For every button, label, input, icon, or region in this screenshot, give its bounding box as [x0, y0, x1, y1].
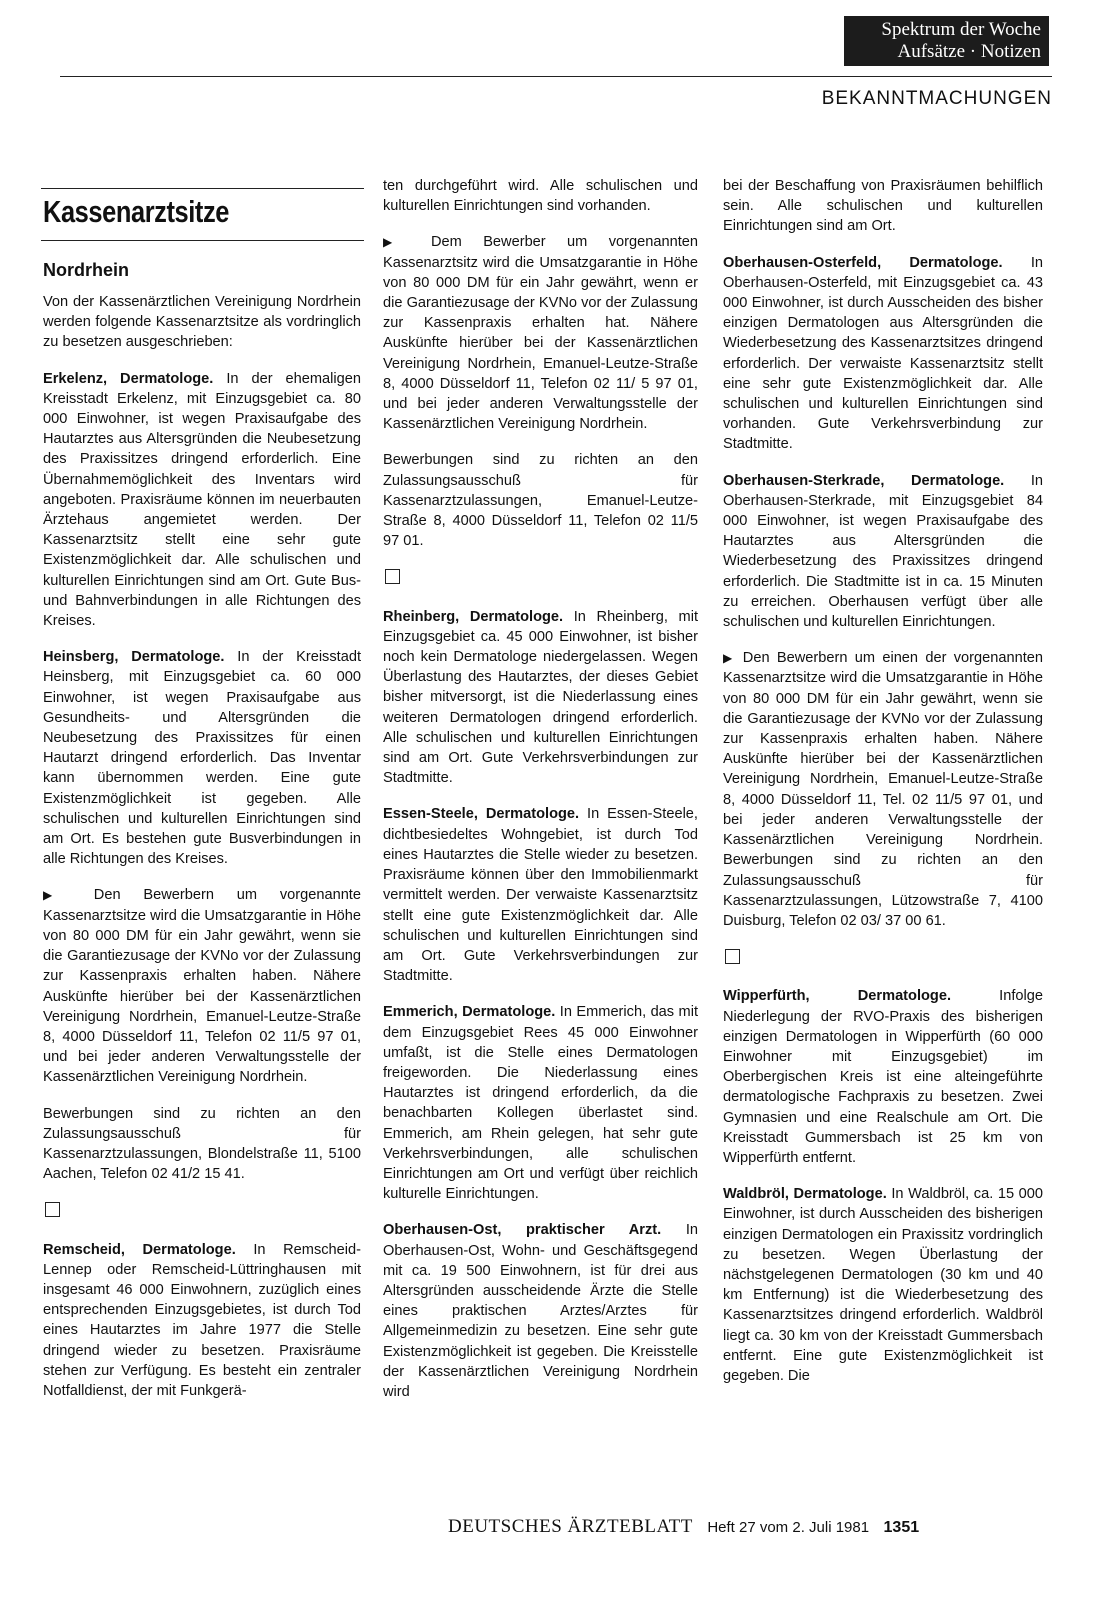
section-end-box-icon — [725, 949, 740, 964]
title-rule-top — [41, 188, 364, 189]
section-end-box-icon — [385, 569, 400, 584]
journal-name: DEUTSCHES ÄRZTEBLATT — [448, 1516, 693, 1537]
column-3 — [723, 176, 1043, 1402]
listing-heading: Essen-Steele, Dermatologe. — [383, 806, 580, 823]
listing-text: In Essen-Steele, dichtbesiedeltes Wohngebiet, ist durch Tod eines Hautarztes die Stelle wieder zu besetzen. Praxisräume können über den Immobilienmarkt vermittelt werden. Der verwaiste Kassenarztsitz stellt eine gute Existenzmöglichkeit dar. Alle schulischen und kulturellen Einrichtungen sind am Ort. Gute Verkehrsverbindungen zur Stadtmitte. — [383, 806, 698, 985]
category-heading: BEKANNTMACHUNGEN — [821, 88, 1052, 109]
listing-heading: Erkelenz, Dermatologe. — [43, 370, 214, 387]
guarantee-notice — [43, 885, 361, 1087]
notice-text: Dem Bewerber um vorgenannten Kassenarztsitz wird die Umsatzgarantie in Höhe von 80 000 DM für ein Jahr gewährt, wenn er die Garantiezusage der KVNo vor der Zulassung zur Kassenpraxis erhalten hat. Nähere Auskünfte hierüber bei der Kassenärztlichen Vereinigung Nordrhein, Emanuel-Leutze-Straße 8, 4000 Düsseldorf 11, Telefon 02 11/ 5 97 01, und bei jeder anderen Verwaltungsstelle der Kassenärztlichen Vereinigung Nordrhein. — [383, 234, 698, 433]
listing-oberhausen-sterkrade — [723, 471, 1043, 633]
region-heading: Nordrhein — [43, 260, 130, 280]
page-footer — [448, 1516, 1052, 1538]
listing-oberhausen-ost — [383, 1220, 698, 1402]
issue-info: Heft 27 vom 2. Juli 1981 — [707, 1519, 870, 1536]
listing-heading: Oberhausen-Ost, praktischer Arzt. — [383, 1222, 662, 1239]
article-title: Kassenarztsitze — [43, 194, 230, 229]
listing-text: In Rheinberg, mit Einzugsgebiet ca. 45 000 Einwohner, ist bisher noch kein Dermatologe niedergelassen. Wegen Überlastung des Hautarztes, der dieses Gebiet bisher mitversorgt, ist die Niederlassung eines weiteren Dermatologen dringend erforderlich. Alle schulischen und kulturellen Einrichtungen sind am Ort. Gute Verkehrsverbindungen zur Stadtmitte. — [383, 608, 698, 787]
listing-heinsberg — [43, 647, 361, 869]
listing-text: In Oberhausen-Sterkrade, mit Einzugsgebiet 84 000 Einwohner, ist wegen Praxisaufgabe des Hautarztes aus Altersgründen die Wiederbesetzung des Praxissitzes dringend erforderlich. Die Stadtmitte ist in ca. 15 Minuten zu erreichen. Oberhausen verfügt über alle schulischen und kulturellen Einrichtungen. — [723, 472, 1043, 631]
listing-heading: Heinsberg, Dermatologe. — [43, 649, 225, 666]
listing-emmerich — [383, 1002, 698, 1204]
listing-rheinberg — [383, 607, 698, 789]
continued-text: ten durchgeführt wird. Alle schulischen und kulturellen Einrichtungen sind vorhanden. — [383, 178, 698, 215]
section-end-box-icon — [45, 1202, 60, 1217]
page-number: 1351 — [883, 1519, 920, 1536]
column-2 — [383, 176, 698, 1418]
continued-text: bei der Beschaffung von Praxisräumen behilflich sein. Alle schulischen und kulturellen Einrichtungen sind am Ort. — [723, 178, 1043, 235]
guarantee-notice — [723, 648, 1043, 931]
listing-heading: Rheinberg, Dermatologe. — [383, 608, 564, 625]
section-tag-line2: Aufsätze · Notizen — [897, 41, 1041, 62]
top-rule — [60, 76, 1052, 77]
arrow-icon: ▶ — [383, 235, 410, 250]
listing-text: In der Kreisstadt Heinsberg, mit Einzugsgebiet ca. 60 000 Einwohner, ist wegen Praxisaufgabe aus Gesundheits- und Altersgründen die Neubesetzung des Praxissitzes für einen Hautarzt dringend erforderlich. Das Inventar kann übernommen werden. Eine gute Existenzmöglichkeit ist gegeben. Alle schulischen und kulturellen Einrichtungen sind am Ort. Es bestehen gute Busverbindungen in alle Richtungen des Kreises. — [43, 649, 361, 868]
intro-paragraph: Von der Kassenärztlichen Vereinigung Nordrhein werden folgende Kassenarztsitze als vordringlich zu besetzen ausgeschrieben: — [43, 294, 361, 351]
arrow-icon: ▶ — [723, 651, 736, 666]
listing-heading: Emmerich, Dermatologe. — [383, 1004, 556, 1021]
guarantee-notice — [383, 232, 698, 434]
listing-heading: Waldbröl, Dermatologe. — [723, 1186, 887, 1203]
listing-waldbroel — [723, 1184, 1043, 1386]
section-tag-line1: Spektrum der Woche — [881, 19, 1041, 40]
column-1 — [43, 258, 361, 1417]
application-info: Bewerbungen sind zu richten an den Zulassungsausschuß für Kassenarztzulassungen, Emanuel-Leutze-Straße 8, 4000 Düsseldorf 11, Telefon 02 11/5 97 01. — [383, 452, 698, 550]
title-rule-bottom — [41, 240, 364, 241]
listing-heading: Oberhausen-Sterkrade, Dermatologe. — [723, 472, 1005, 489]
listing-heading: Remscheid, Dermatologe. — [43, 1241, 236, 1258]
listing-heading: Wipperfürth, Dermatologe. — [723, 988, 952, 1005]
listing-text: In der ehemaligen Kreisstadt Erkelenz, mit Einzugsgebiet ca. 80 000 Einwohner, ist wegen Praxisaufgabe des Hautarztes aus Altersgründen die Neubesetzung des Praxissitzes dringend erforderlich. Eine Übernahmemöglichkeit des Inventars wird angeboten. Praxisräume können im neuerbauten Ärztehaus angemietet werden. Der Kassenarztsitz stellt eine sehr gute Existenzmöglichkeit dar. Alle schulischen und kulturellen Einrichtungen sind am Ort. Gute Bus- und Bahnverbindungen in alle Richtungen des Kreises. — [43, 370, 361, 630]
listing-essen-steele — [383, 804, 698, 986]
listing-text: In Remscheid-Lennep oder Remscheid-Lüttringhausen mit insgesamt 46 000 Einwohnern, zuzüglich eines entsprechenden Einzugsgebietes, ist durch Tod eines Hautarztes im Jahre 1977 die Stelle dringend wieder zu besetzen. Praxisräume stehen zur Verfügung. Es besteht ein zentraler Notfalldienst, der mit Funkgerä- — [43, 1241, 361, 1399]
application-info: Bewerbungen sind zu richten an den Zulassungsausschuß für Kassenarztzulassungen, Blondelstraße 11, 5100 Aachen, Telefon 02 41/2 15 41. — [43, 1105, 361, 1183]
listing-text: Infolge Niederlegung der RVO-Praxis des bisherigen einzigen Dermatologen in Wipperfürth (60 000 Einwohner mit Einzugsgebiet) im Oberbergischen Kreis ist eine alteingeführte dermatologische Fachpraxis zu besetzen. Zwei Gymnasien und eine Realschule am Ort. Die Kreisstadt Gummersbach ist 25 km von Wipperfürth entfernt. — [723, 988, 1043, 1166]
section-tag — [844, 16, 1049, 66]
notice-text: Den Bewerbern um einen der vorgenannten Kassenarztsitze wird die Umsatzgarantie in Höhe von 80 000 DM für ein Jahr gewährt, wenn sie die Garantiezusage der KVNo vor der Zulassung zur Kassenpraxis erhalten haben. Nähere Auskünfte hierüber bei der Kassenärztlichen Vereinigung Nordrhein, Emanuel-Leutze-Straße 8, 4000 Düsseldorf 11, Tel. 02 11/5 97 01, und bei jeder anderen Verwaltungsstelle der Kassenärztlichen Vereinigung Nordrhein. Bewerbungen sind zu richten an den Zulassungsausschuß für Kassenarztzulassungen, Lützowstraße 7, 4100 Duisburg, Telefon 02 03/ 37 00 61. — [723, 650, 1043, 929]
notice-text: Den Bewerbern um vorgenannte Kassenarztsitze wird die Umsatzgarantie in Höhe von 80 000 DM für ein Jahr gewährt, wenn sie die Garantiezusage der KVNo vor der Zulassung zur Kassenpraxis erhalten haben. Nähere Auskünfte hierüber bei der Kassenärztlichen Vereinigung Nordrhein, Emanuel-Leutze-Straße 8, 4000 Düsseldorf 11, Telefon 02 11/5 97 01, und bei jeder anderen Verwaltungsstelle der Kassenärztlichen Vereinigung Nordrhein. — [43, 887, 361, 1086]
listing-text: In Oberhausen-Ost, Wohn- und Geschäftsgegend mit ca. 19 500 Einwohnern, ist für drei aus Altersgründen ausscheidende Ärzte die Stelle eines praktischen Arztes/Arztes für Allgemeinmedizin zu besetzen. Eine sehr gute Existenzmöglichkeit ist gegeben. Die Kreisstelle der Kassenärztlichen Vereinigung Nordrhein wird — [383, 1222, 698, 1400]
listing-text: In Oberhausen-Osterfeld, mit Einzugsgebiet ca. 43 000 Einwohner, ist durch Ausscheiden des bisher einzigen Dermatologen aus Altersgründen die Wiederbesetzung des Kassenarztsitzes dringend erforderlich. Der verwaiste Kassenarztsitz stellt eine sehr gute Existenzmöglichkeit dar. Alle schulischen und kulturellen Einrichtungen sind vorhanden. Gute Verkehrsverbindung zur Stadtmitte. — [723, 254, 1043, 453]
listing-heading: Oberhausen-Osterfeld, Dermatologe. — [723, 254, 1003, 271]
listing-wipperfuerth — [723, 986, 1043, 1168]
listing-text: In Emmerich, das mit dem Einzugsgebiet Rees 45 000 Einwohner umfaßt, ist die Stelle eines Dermatologen freigeworden. Die Niederlassung eines Hautarztes ist dringend erforderlich, da die benachbarten Kollegen überlastet sind. Emmerich, am Rhein gelegen, hat sehr gute Verkehrsverbindungen, alle schulischen Einrichtungen am Ort und verfügt über reichlich kulturelle Einrichtungen. — [383, 1004, 698, 1203]
listing-erkelenz — [43, 369, 361, 632]
listing-text: In Waldbröl, ca. 15 000 Einwohner, ist durch Ausscheiden des bisherigen einzigen Dermatologen ein Praxissitz vordringlich zu besetzen. Wegen Überlastung der nächstgelegenen Dermatologen (30 km und 40 km Entfernung) ist die Wiederbesetzung des Kassenarztsitzes dringend erforderlich. Waldbröl liegt ca. 30 km von der Kreisstadt Gummersbach entfernt. Eine gute Existenzmöglichkeit ist gegeben. Die — [723, 1186, 1043, 1384]
listing-remscheid — [43, 1240, 361, 1402]
arrow-icon: ▶ — [43, 888, 71, 903]
listing-oberhausen-osterfeld — [723, 253, 1043, 455]
